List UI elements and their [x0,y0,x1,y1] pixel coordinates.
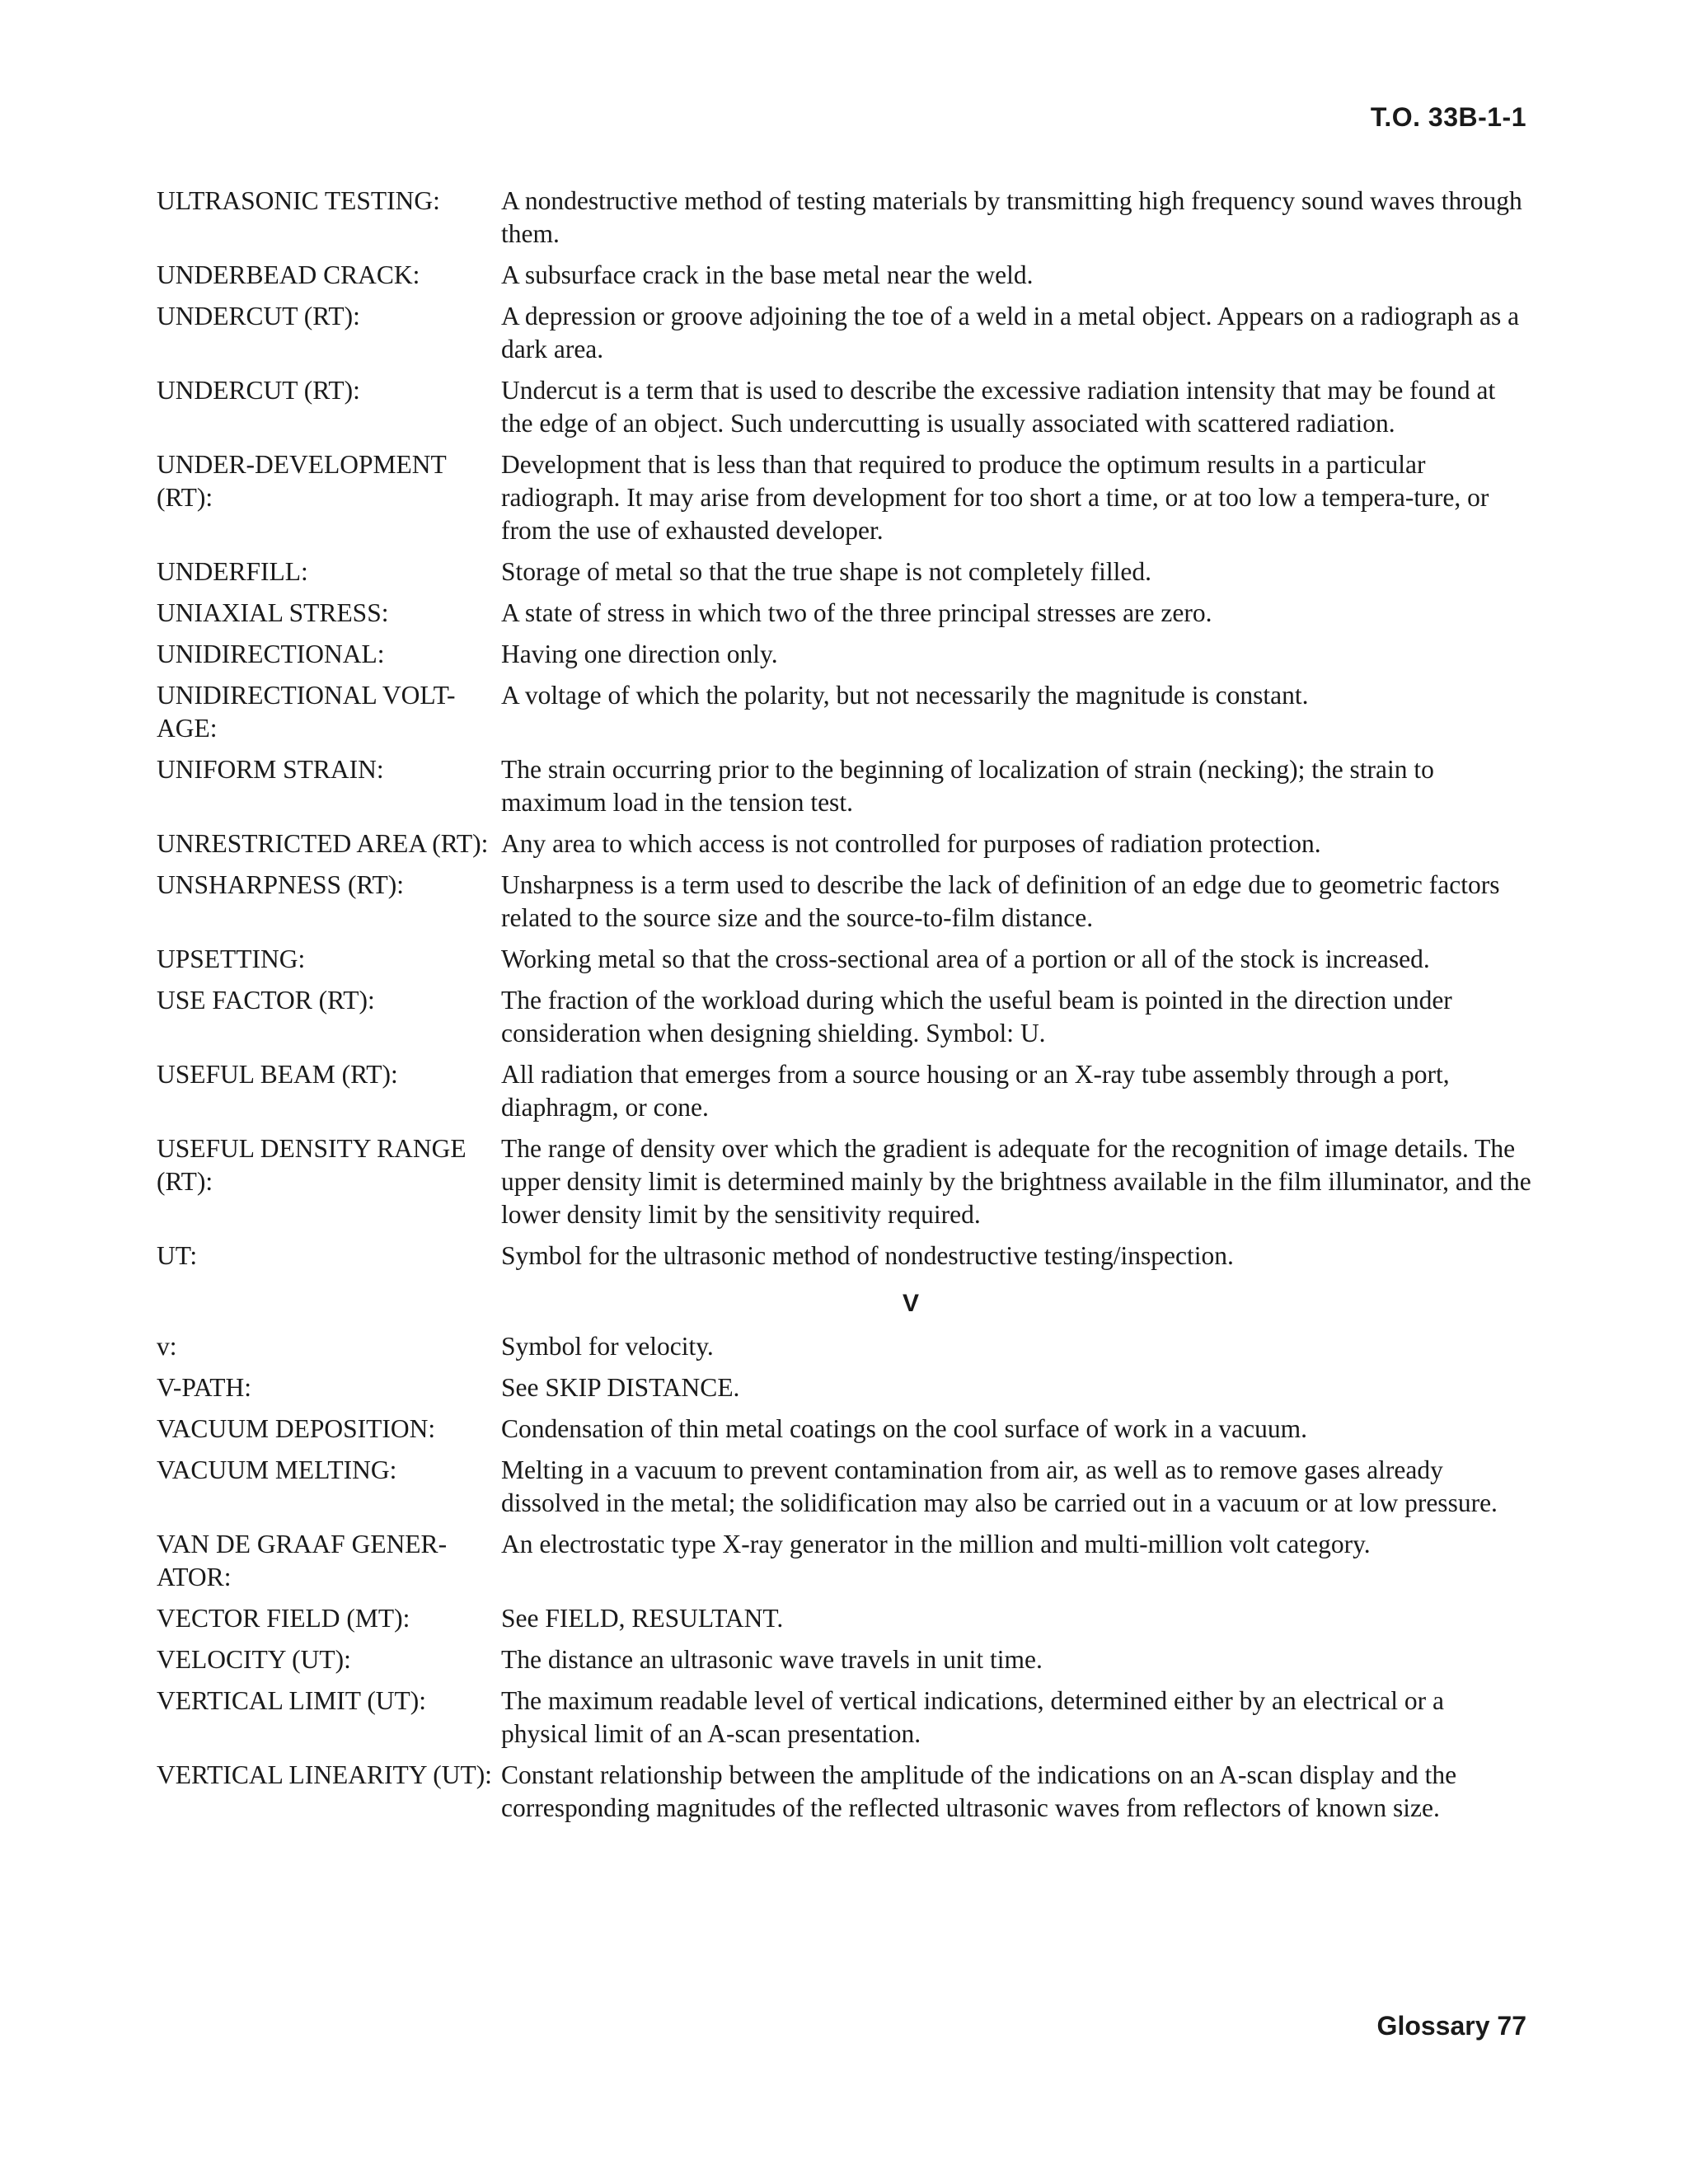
glossary-entry [157,827,1533,860]
glossary-definition: A nondestructive method of testing materials by transmitting high frequency sound waves through them. [501,186,1522,248]
glossary-term: UNIDIRECTIONAL VOLT-AGE: [157,681,456,743]
glossary-entry [157,555,1533,588]
glossary-term: UNDER-DEVELOPMENT (RT): [157,450,447,512]
glossary-term: VELOCITY (UT): [157,1645,351,1674]
glossary-term: VERTICAL LIMIT (UT): [157,1686,427,1715]
glossary-entry [157,1240,1533,1272]
glossary-definition: Working metal so that the cross-sectional area of a portion or all of the stock is increased. [501,944,1430,973]
glossary-entry [157,1413,1533,1446]
glossary-term: UNIDIRECTIONAL: [157,640,385,668]
glossary-definition: See SKIP DISTANCE. [501,1373,740,1402]
glossary-entry [157,679,1533,745]
glossary-entry [157,1759,1533,1825]
glossary-entry [157,1058,1533,1124]
glossary-term: VAN DE GRAAF GENER-ATOR: [157,1530,448,1591]
glossary-definition: Symbol for velocity. [501,1332,714,1361]
glossary-entry [157,1454,1533,1520]
glossary-entry [157,943,1533,976]
glossary-entry [157,374,1533,440]
section-heading: V [902,1290,919,1317]
glossary-definition: Undercut is a term that is used to describe the excessive radiation intensity that may be found at the edge of an object. Such undercutting is usually associated with scattered radiation. [501,376,1496,438]
glossary-term: v: [157,1332,177,1361]
glossary-term: UPSETTING: [157,944,306,973]
glossary-definition: Development that is less than that required to produce the optimum results in a particular radiograph. It may arise from development for too short a time, or at too low a tempera-ture, or from the use of exhausted developer. [501,450,1489,545]
glossary-term: UNRESTRICTED AREA (RT): [157,829,489,858]
glossary-definition: A subsurface crack in the base metal near the weld. [501,260,1034,289]
glossary-definition: See FIELD, RESULTANT. [501,1604,784,1633]
glossary-definition: The fraction of the workload during which the useful beam is pointed in the direction under consideration when designing shielding. Symbol: U. [501,986,1452,1047]
glossary-term: VACUUM DEPOSITION: [157,1414,436,1443]
glossary-term: ULTRASONIC TESTING: [157,186,440,215]
glossary-definition: A state of stress in which two of the three principal stresses are zero. [501,598,1212,627]
glossary-entry [157,1685,1533,1750]
glossary-entry [157,1330,1533,1363]
glossary-definition: An electrostatic type X-ray generator in the million and multi-million volt category. [501,1530,1371,1558]
glossary-definition: Having one direction only. [501,640,778,668]
glossary-term: USEFUL BEAM (RT): [157,1060,398,1089]
glossary-term: UNDERCUT (RT): [157,376,360,405]
glossary-entry [157,1528,1533,1594]
glossary-definition: The range of density over which the gradient is adequate for the recognition of image details. The upper density limit is determined mainly by the brightness available in the film illuminator, and the lower density limit by the sensitivity required. [501,1134,1531,1229]
glossary-term: UNIFORM STRAIN: [157,755,384,784]
glossary-term: USE FACTOR (RT): [157,986,375,1015]
glossary-entry [157,869,1533,935]
glossary-definition: A voltage of which the polarity, but not necessarily the magnitude is constant. [501,681,1309,710]
glossary-term: UT: [157,1241,198,1270]
glossary-definition: Condensation of thin metal coatings on the cool surface of work in a vacuum. [501,1414,1307,1443]
glossary-entry [157,259,1533,292]
glossary-definition: Symbol for the ultrasonic method of nondestructive testing/inspection. [501,1241,1234,1270]
glossary-entry [157,448,1533,547]
glossary-entry [157,1371,1533,1404]
glossary-definition: The strain occurring prior to the beginning of localization of strain (necking); the strain to maximum load in the tension test. [501,755,1434,817]
glossary-definition: The distance an ultrasonic wave travels in unit time. [501,1645,1043,1674]
glossary-list [157,185,1533,1833]
glossary-definition: The maximum readable level of vertical indications, determined either by an electrical or a physical limit of an A-scan presentation. [501,1686,1444,1748]
glossary-entry [157,638,1533,671]
glossary-entry [157,984,1533,1050]
glossary-definition: Any area to which access is not controlled for purposes of radiation protection. [501,829,1321,858]
glossary-definition: Constant relationship between the amplitude of the indications on an A-scan display and the corresponding magnitudes of the reflected ultrasonic waves from reflectors of known size. [501,1760,1457,1822]
glossary-term: UNDERBEAD CRACK: [157,260,420,289]
page-number: Glossary 77 [1376,2011,1526,2041]
glossary-term: VACUUM MELTING: [157,1455,397,1484]
glossary-term: UNSHARPNESS (RT): [157,870,405,899]
glossary-term: USEFUL DENSITY RANGE (RT): [157,1134,467,1196]
glossary-term: VERTICAL LINEARITY (UT): [157,1760,492,1789]
glossary-term: UNDERFILL: [157,557,308,586]
glossary-term: V-PATH: [157,1373,251,1402]
glossary-entry [157,1643,1533,1676]
glossary-term: UNDERCUT (RT): [157,302,360,330]
glossary-entry [157,597,1533,630]
glossary-term: UNIAXIAL STRESS: [157,598,389,627]
glossary-term: VECTOR FIELD (MT): [157,1604,410,1633]
glossary-definition: Storage of metal so that the true shape is not completely filled. [501,557,1152,586]
glossary-definition: Melting in a vacuum to prevent contamination from air, as well as to remove gases already dissolved in the metal; the solidification may also be carried out in a vacuum or at low pressure. [501,1455,1498,1517]
glossary-definition: Unsharpness is a term used to describe the lack of definition of an edge due to geometric factors related to the source size and the source-to-film distance. [501,870,1500,932]
glossary-definition: All radiation that emerges from a source housing or an X-ray tube assembly through a port, diaphragm, or cone. [501,1060,1450,1122]
glossary-entry [157,753,1533,819]
glossary-entry [157,185,1533,251]
glossary-entry [157,1132,1533,1231]
glossary-definition: A depression or groove adjoining the toe of a weld in a metal object. Appears on a radiograph as a dark area. [501,302,1520,363]
document-number: T.O. 33B-1-1 [1370,102,1526,132]
glossary-entry [157,300,1533,366]
glossary-entry [157,1602,1533,1635]
